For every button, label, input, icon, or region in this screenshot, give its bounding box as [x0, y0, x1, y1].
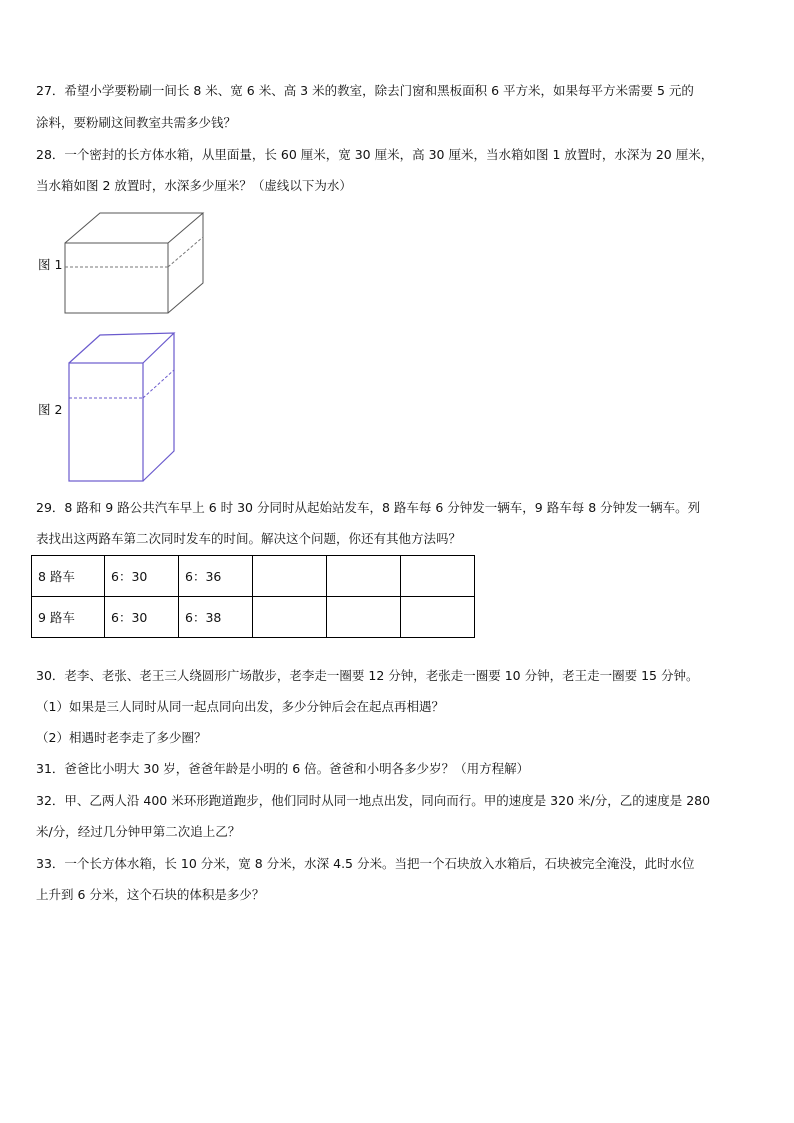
q30-sub-1: （1）如果是三人同时从同一起点同向出发，多少分钟后会在起点再相遇？ [36, 699, 444, 714]
q28-line-2: 当水箱如图 2 放置时，水深多少厘米？（虚线以下为水） [36, 178, 352, 193]
table-cell [401, 556, 475, 597]
table-cell [253, 556, 327, 597]
table-cell: 6：36 [179, 556, 253, 597]
q30-sub-2: （2）相遇时老李走了多少圈？ [36, 730, 207, 745]
q32-line-1: 32．甲、乙两人沿 400 米环形跑道跑步，他们同时从同一地点出发，同向而行。甲的速度是 320 米/分，乙的速度是 280 [36, 793, 711, 808]
figure-1-label: 图 1 [38, 257, 63, 272]
q33-line-1: 33．一个长方体水箱，长 10 分米，宽 8 分米，水深 4.5 分米。当把一个石块放入水箱后，石块被完全淹没，此时水位 [36, 856, 695, 871]
table-cell [327, 597, 401, 638]
table-row-route-9 [32, 597, 475, 638]
figure-2-box-diagram [64, 330, 179, 485]
figure-1-box-diagram [60, 210, 210, 316]
table-cell [253, 597, 327, 638]
table-cell: 9 路车 [32, 597, 105, 638]
q30-line-1: 30．老李、老张、老王三人绕圆形广场散步，老李走一圈要 12 分钟，老张走一圈要 10 分钟，老王走一圈要 15 分钟。 [36, 668, 699, 683]
q28-line-1: 28．一个密封的长方体水箱，从里面量，长 60 厘米，宽 30 厘米，高 30 厘米，当水箱如图 1 放置时，水深为 20 厘米， [36, 147, 714, 162]
table-cell: 6：30 [105, 556, 179, 597]
q32-line-2: 米/分，经过几分钟甲第二次追上乙？ [36, 824, 241, 839]
q27-line-1: 27．希望小学要粉刷一间长 8 米、宽 6 米、高 3 米的教室，除去门窗和黑板面积 6 平方米，如果每平方米需要 5 元的 [36, 83, 694, 98]
q29-line-2: 表找出这两路车第二次同时发车的时间。解决这个问题，你还有其他方法吗？ [36, 531, 462, 546]
table-cell: 6：38 [179, 597, 253, 638]
bus-schedule-table [31, 555, 475, 638]
q29-line-1: 29．8 路和 9 路公共汽车早上 6 时 30 分同时从起始站发车，8 路车每 6 分钟发一辆车，9 路车每 8 分钟发一辆车。列 [36, 500, 701, 515]
table-cell: 6：30 [105, 597, 179, 638]
q31-line-1: 31．爸爸比小明大 30 岁，爸爸年龄是小明的 6 倍。爸爸和小明各多少岁？（用方程解） [36, 761, 530, 776]
figure-2-label: 图 2 [38, 402, 63, 417]
q33-line-2: 上升到 6 分米，这个石块的体积是多少？ [36, 887, 265, 902]
table-cell [401, 597, 475, 638]
table-row-route-8 [32, 556, 475, 597]
table-cell [327, 556, 401, 597]
table-cell: 8 路车 [32, 556, 105, 597]
q27-line-2: 涂料，要粉刷这间教室共需多少钱？ [36, 115, 237, 130]
